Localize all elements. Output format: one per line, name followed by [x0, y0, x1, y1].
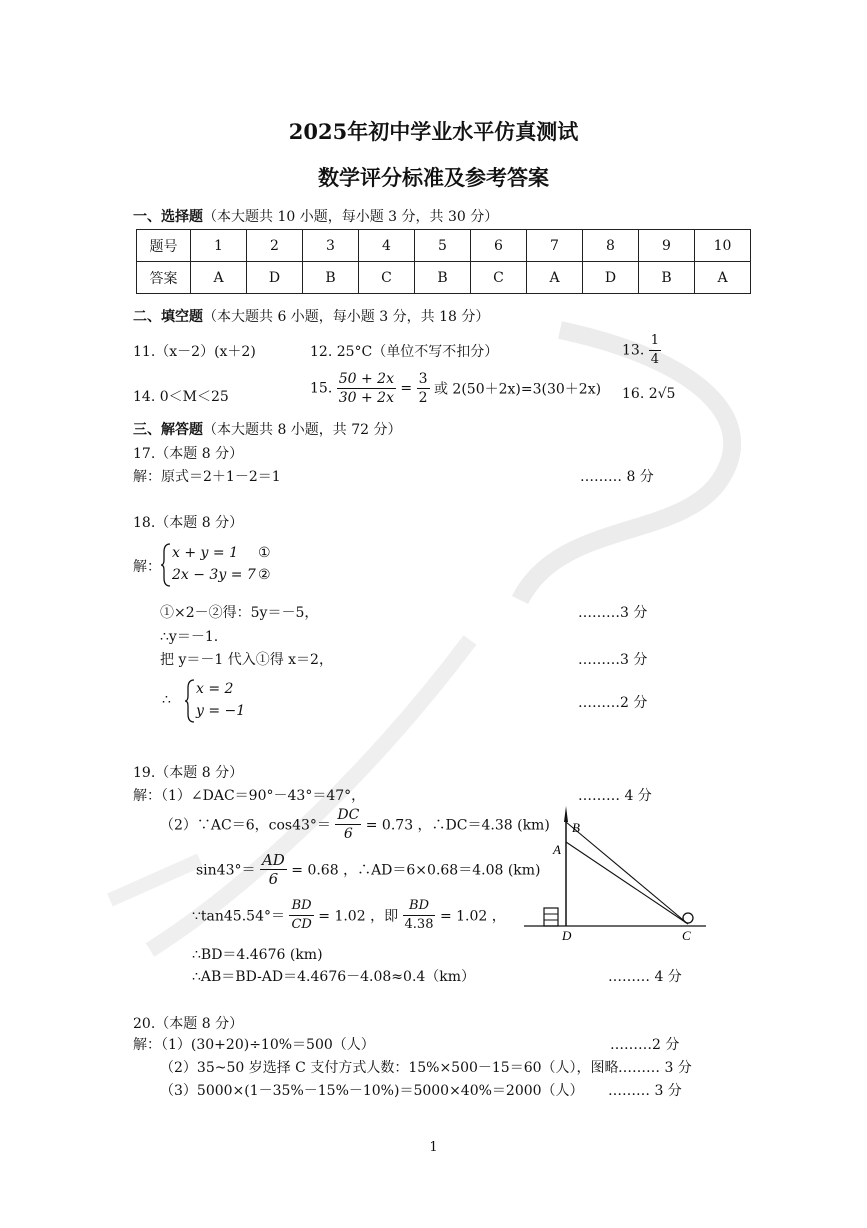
- table-row-answers: [137, 262, 751, 294]
- page-subtitle: 数学评分标准及参考答案: [318, 165, 549, 190]
- answer-q16: 16. 2√5: [622, 386, 676, 402]
- q18-mark-2: ②: [258, 567, 271, 583]
- q15-equals: =: [400, 380, 413, 397]
- table-cell: 3: [303, 230, 359, 262]
- answer-q13: [622, 332, 661, 369]
- q18-mark-1: ①: [258, 545, 271, 561]
- table-head-answer: 答案: [137, 262, 191, 294]
- table-cell: A: [695, 262, 751, 294]
- q18-points-3: ………2 分: [578, 695, 648, 711]
- q20-points-1: ………2 分: [610, 1037, 680, 1053]
- q18-therefore: ∴: [162, 692, 171, 708]
- section-3-desc: （本大题共 8 小题，共 72 分）: [203, 422, 402, 438]
- q19-fraction-ad: [260, 851, 287, 888]
- q19-part-2-line-5: ∴AB＝BD-AD＝4.4676－4.08≈0.4（km）: [192, 969, 476, 985]
- table-cell: A: [527, 262, 583, 294]
- q13-number: 13.: [622, 342, 645, 359]
- section-2-label: 二、填空题: [133, 309, 203, 325]
- answer-q14: 14. 0＜M＜25: [133, 389, 229, 405]
- answer-table: [136, 229, 751, 294]
- q18-points-1: ………3 分: [578, 605, 648, 621]
- table-cell: A: [191, 262, 247, 294]
- fraction-denominator: 30 + 2x: [338, 390, 394, 406]
- fraction-denominator: 4: [650, 352, 659, 367]
- q18-solution-y: y = −1: [196, 703, 246, 719]
- q19-text: = 1.02 ，即: [318, 908, 399, 925]
- q15-number: 15.: [310, 380, 333, 397]
- table-cell: B: [415, 262, 471, 294]
- q19-fraction-bd-438: [403, 897, 436, 934]
- q19-heading: 19.（本题 8 分）: [133, 765, 244, 781]
- q17-solution: 解：原式＝2＋1－2＝1: [133, 469, 281, 485]
- table-cell: 10: [695, 230, 751, 262]
- q19-fraction-dc: [335, 806, 361, 843]
- fraction-denominator: CD: [291, 917, 312, 932]
- fraction-numerator: 50 + 2x: [338, 371, 394, 387]
- q18-points-2: ………3 分: [578, 652, 648, 668]
- q20-points-3: ……… 3 分: [608, 1083, 682, 1099]
- table-cell: 4: [359, 230, 415, 262]
- q19-text: （2）∵AC＝6，cos43°＝: [160, 817, 331, 834]
- q18-step-3: 把 y＝－1 代入①得 x＝2，: [160, 652, 333, 668]
- q18-step-1: ①×2－②得：5y＝－5，: [160, 605, 319, 621]
- table-cell: 5: [415, 230, 471, 262]
- table-cell: 6: [471, 230, 527, 262]
- q18-step-2: ∴y＝－1.: [160, 629, 219, 645]
- section-2-heading: [133, 306, 489, 326]
- section-1-heading: [133, 206, 498, 226]
- q19-part-1: 解：（1）∠DAC＝90°－43°＝47°，: [133, 788, 366, 804]
- building-icon: [544, 908, 558, 926]
- q17-points: ……… 8 分: [580, 469, 654, 485]
- q19-part-2-line-2: [196, 851, 541, 888]
- q18-heading: 18.（本题 8 分）: [133, 515, 244, 531]
- table-cell: 2: [247, 230, 303, 262]
- section-3-label: 三、解答题: [133, 422, 203, 438]
- fraction-numerator: BD: [289, 897, 313, 916]
- q13-fraction: [649, 332, 661, 369]
- section-1-label: 一、选择题: [133, 209, 203, 225]
- label-c: C: [682, 928, 691, 943]
- q20-part-2: （2）35~50 岁选择 C 支付方式人数：15%×500－15＝60（人），图略: [160, 1060, 619, 1076]
- line-ac: [566, 842, 688, 924]
- table-cell: B: [639, 262, 695, 294]
- section-2-desc: （本大题共 6 小题，每小题 3 分，共 18 分）: [203, 309, 490, 325]
- q20-heading: 20.（本题 8 分）: [133, 1016, 244, 1032]
- fraction-denominator: 6: [343, 826, 353, 842]
- table-cell: C: [471, 262, 527, 294]
- answer-q15: [310, 370, 601, 407]
- page-title: 2025年初中学业水平仿真测试: [288, 119, 579, 144]
- fraction-denominator: 2: [418, 390, 428, 406]
- q15-fraction-right: [417, 370, 430, 407]
- page-number: 1: [429, 1140, 438, 1155]
- answer-q12: 12. 25°C（单位不写不扣分）: [310, 344, 499, 360]
- table-cell: D: [583, 262, 639, 294]
- q19-triangle-figure: [520, 800, 710, 945]
- answer-q11: 11.（x－2）(x＋2): [133, 344, 256, 360]
- radar-icon: [683, 913, 693, 923]
- q20-points-2: ……… 3 分: [618, 1060, 692, 1076]
- fraction-numerator: 3: [418, 371, 428, 387]
- q19-text: sin43°＝: [196, 862, 256, 879]
- q19-part-2-line-3: [192, 897, 506, 934]
- fraction-numerator: BD: [403, 897, 436, 916]
- q19-part-2-line-4: ∴BD＝4.4676 (km): [192, 947, 323, 963]
- fraction-denominator: 4.38: [404, 917, 434, 932]
- label-a: A: [553, 842, 561, 857]
- q18-jie: 解：: [133, 559, 161, 575]
- table-head-number: 题号: [137, 230, 191, 262]
- rocket-icon: [564, 806, 568, 822]
- q15-fraction-left: [337, 370, 396, 407]
- q19-part-2-line-1: [160, 806, 550, 843]
- table-cell: 9: [639, 230, 695, 262]
- label-d: D: [562, 928, 572, 943]
- table-cell: C: [359, 262, 415, 294]
- section-3-heading: [133, 419, 402, 439]
- q19-fraction-bd-cd: [289, 897, 313, 934]
- q19-text: = 1.02 ，: [439, 908, 506, 925]
- q18-equation-1: x + y = 1: [172, 545, 238, 561]
- left-brace-icon: [184, 678, 196, 724]
- fraction-denominator: 6: [268, 870, 279, 888]
- table-cell: B: [303, 262, 359, 294]
- q18-solution-system: [196, 678, 245, 722]
- q19-text: ∵tan45.54°＝: [192, 908, 285, 925]
- fraction-numerator: AD: [261, 851, 285, 869]
- table-cell: 8: [583, 230, 639, 262]
- table-cell: D: [247, 262, 303, 294]
- label-b: B: [572, 820, 580, 835]
- q15-alternative: 或 2(50＋2x)=3(30＋2x): [433, 381, 602, 398]
- fraction-numerator: DC: [337, 807, 360, 823]
- line-bc: [566, 822, 688, 924]
- q19-points-2: ……… 4 分: [608, 969, 682, 985]
- q18-solution-x: x = 2: [196, 681, 234, 697]
- table-cell: 1: [191, 230, 247, 262]
- table-cell: 7: [527, 230, 583, 262]
- q18-equation-2: 2x − 3y = 7: [172, 567, 256, 583]
- q19-points-1: ……… 4 分: [578, 788, 652, 804]
- q19-text: = 0.73 ，∴DC＝4.38 (km): [365, 817, 550, 834]
- q19-text: = 0.68 ，∴AD＝6×0.68＝4.08 (km): [291, 862, 541, 879]
- fraction-numerator: 1: [649, 332, 661, 351]
- q20-part-1: 解：（1）(30+20)÷10%＝500（人）: [133, 1037, 375, 1053]
- table-row-numbers: [137, 230, 751, 262]
- q17-heading: 17.（本题 8 分）: [133, 446, 244, 462]
- left-brace-icon: [160, 542, 172, 588]
- q18-system: [172, 542, 256, 586]
- section-1-desc: （本大题共 10 小题，每小题 3 分，共 30 分）: [203, 209, 499, 225]
- q20-part-3: （3）5000×(1－35%－15%－10%)＝5000×40%＝2000（人）: [160, 1083, 584, 1099]
